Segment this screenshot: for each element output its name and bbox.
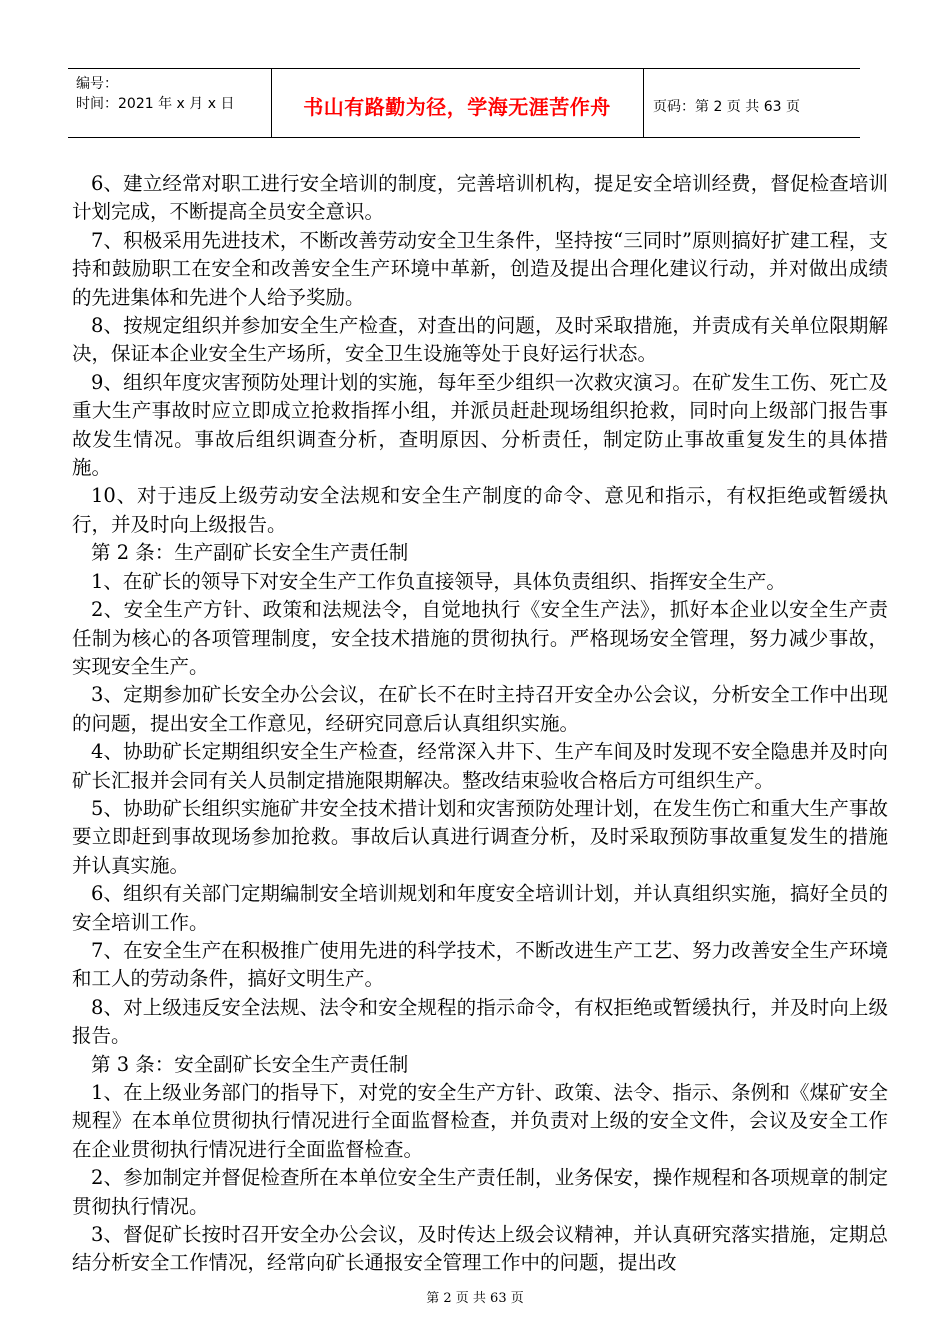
header-page-info: 页码：第 2 页 共 63 页 <box>653 99 800 115</box>
paragraph: 6、组织有关部门定期编制安全培训规划和年度安全培训计划，并认真组织实施，搞好全员的安全培训工作。 <box>72 882 888 934</box>
paragraph: 8、按规定组织并参加安全生产检查，对查出的问题，及时采取措施，并责成有关单位限期解决，保证本企业安全生产场所，安全卫生设施等处于良好运行状态。 <box>72 314 888 366</box>
page-footer: 第 2 页 共 63 页 <box>426 1291 524 1306</box>
header-right-cell <box>643 69 860 137</box>
paragraph: 9、组织年度灾害预防处理计划的实施，每年至少组织一次救灾演习。在矿发生工伤、死亡及重大生产事故时应立即成立抢救指挥小组，并派员赶赴现场组织抢救，同时向上级部门报告事故发生情况。事故后组织调查分析，查明原因、分析责任，制定防止事故重复发生的具体措施。 <box>72 370 888 480</box>
paragraph: 2、安全生产方针、政策和法规法令，自觉地执行《安全生产法》，抓好本企业以安全生产责任制为核心的各项管理制度，安全技术措施的贯彻执行。严格现场安全管理，努力减少事故，实现安全生产。 <box>72 598 888 678</box>
paragraph: 3、督促矿长按时召开安全办公会议，及时传达上级会议精神，并认真研究落实措施，定期总结分析安全工作情况，经常向矿长通报安全管理工作中的问题，提出改 <box>72 1223 888 1275</box>
header-middle-cell <box>271 69 644 137</box>
paragraph: 7、在安全生产在积极推广使用先进的科学技术，不断改进生产工艺、努力改善安全生产环境和工人的劳动条件，搞好文明生产。 <box>72 938 888 991</box>
section-heading: 第 3 条：安全副矿长安全生产责任制 <box>91 1052 409 1076</box>
page-header <box>68 68 860 138</box>
serial-label: 编号： <box>76 76 118 92</box>
paragraph: 3、定期参加矿长安全办公会议，在矿长不在时主持召开安全办公会议，分析安全工作中出现的问题，提出安全工作意见，经研究同意后认真组织实施。 <box>72 683 888 735</box>
document-body <box>72 170 888 1278</box>
paragraph: 6、建立经常对职工进行安全培训的制度，完善培训机构，提足安全培训经费，督促检查培训计划完成，不断提高全员安全意识。 <box>72 172 888 224</box>
section-heading: 第 2 条：生产副矿长安全生产责任制 <box>91 541 409 565</box>
paragraph: 1、在上级业务部门的指导下，对党的安全生产方针、政策、法令、指示、条例和《煤矿安全规程》在本单位贯彻执行情况进行全面监督检查，并负责对上级的安全文件，会议及安全工作在企业贯彻执行情况进行全面监督检查。 <box>72 1081 888 1161</box>
paragraph: 1、在矿长的领导下对安全生产工作负直接领导，具体负责组织、指挥安全生产。 <box>91 569 786 593</box>
time-label: 时间：2021 年 x 月 x 日 <box>76 96 235 112</box>
paragraph: 2、参加制定并督促检查所在本单位安全生产责任制，业务保安，操作规程和各项规章的制定贯彻执行情况。 <box>72 1166 888 1218</box>
paragraph: 5、协助矿长组织实施矿井安全技术措计划和灾害预防处理计划，在发生伤亡和重大生产事故要立即赶到事故现场参加抢救。事故后认真进行调查分析，及时采取预防事故重复发生的措施并认真实施。 <box>72 796 888 877</box>
header-motto: 书山有路勤为径，学海无涯苦作舟 <box>303 95 611 119</box>
paragraph: 8、对上级违反安全法规、法令和安全规程的指示命令，有权拒绝或暂缓执行，并及时向上级报告。 <box>72 995 888 1048</box>
paragraph: 10、对于违反上级劳动安全法规和安全生产制度的命令、意见和指示，有权拒绝或暂缓执行，并及时向上级报告。 <box>72 484 888 536</box>
paragraph: 4、协助矿长定期组织安全生产检查，经常深入井下、生产车间及时发现不安全隐患并及时向矿长汇报并会同有关人员制定措施限期解决。整改结束验收合格后方可组织生产。 <box>72 740 888 792</box>
header-left-cell <box>68 69 272 137</box>
paragraph: 7、积极采用先进技术，不断改善劳动安全卫生条件，坚持按“三同时”原则搞好扩建工程，支持和鼓励职工在安全和改善安全生产环境中革新，创造及提出合理化建议行动，并对做出成绩的先进集体和先进个人给予奖励。 <box>72 228 888 309</box>
